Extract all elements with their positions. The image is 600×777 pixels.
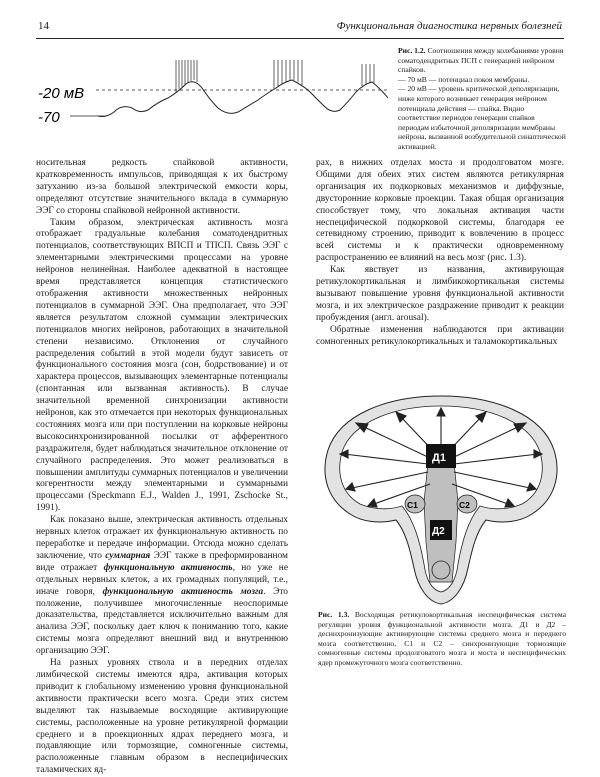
potential-curve xyxy=(98,80,388,117)
right-paragraph: Как явствует из названия, активирующая ретикулокортикальная и лимбикокортикальная системы вызывают повышение уровня функциональной активности мозга, и их электрическое раздражение приводит к реакции пробуждения (англ. arousal). xyxy=(316,265,564,323)
page-header xyxy=(36,18,564,39)
left-paragraph xyxy=(36,658,288,777)
left-paragraph xyxy=(36,218,288,516)
figure-1-3-caption-label: Рис. 1.3. xyxy=(318,610,350,619)
figure-1-3-brain-diagram xyxy=(318,392,564,607)
page-number: 14 xyxy=(38,20,49,32)
paragraph-text: Таким образом, электрическая активность мозга отображает градуальные колебания соматодендритных потенциалов, соответствующих ВПСП и ТПСП. Связь ЭЭГ с элементарными электрическими процессами на уровне нейронов нелинейная. Наиболее адекватной в настоящее время представляется концепция статистического отображения активности множественных нейронных потенциалов в суммарной ЭЭГ. Она предполагает, что ЭЭГ является результатом сложной суммации электрических потенциалов многих нейронов, работающих в значительной степени независимо. Отклонения от случайного распределения событий в этой модели будут зависеть от функционального состояния мозга (сон, бодрствование) и от характера процессов, вызывающих элементарные потенциалы (спонтанная или вызванная активность). В случае значительной временной синхронизации активности нейронов, как это отмечается при некоторых функциональных состояниях мозга или при поступлении на корковые нейроны высокосинхронизированной посылки от афферентного раздражителя, будет наблюдаться значительное отклонение от случайного распределения. Это может реализоваться в повышении амплитуды суммарных потенциалов и увеличении когерентности между элементарными и суммарными процессами (Speckmann E.J., Walden J., 1991, Zschocke St., 1991). xyxy=(36,217,288,514)
running-title: Функциональная диагностика нервных болезней xyxy=(336,20,562,32)
figure-1-3-caption xyxy=(318,610,566,668)
label-minus-20mv: -20 мВ xyxy=(38,85,85,102)
paragraph-text: На разных уровнях ствола и в передних отделах лимбической системы имеются ядра, активация которых приводит к глобальному изменению уровня функциональной активности практически всего мозга. Среди этих систем выделяют так называемые восходящие активирующие системы, расположенные на уровне ретикулярной формации среднего и в проекционных ядрах переднего мозга, и подавляющие или тормозящие, сомногенные системы, расположенные главным образом в неспецифических таламических яд- xyxy=(36,658,288,776)
emphasis-text: суммарная xyxy=(105,550,151,561)
figure-1-2-legend-1: — 70 мВ — потенциал покоя мембраны. xyxy=(398,74,530,84)
paragraph-text: , но уже не отдельных нервных клеток, а их громадных популяций, т.е., иначе говоря, xyxy=(36,562,288,597)
right-paragraph: рах, в нижних отделах моста и продолговатом мозге. Общими для обеих этих систем являются ретикулярная организация их подкорковых механизмов и диффузные, двусторонние корковые проекции. Такая общая организация способствует тому, что локальная активация части неспецифической подкорковой системы, благодаря ее сетевидному строению, приводит к вовлечению в процесс всей системы и к практически одновременному распространению ее влияний на весь мозг (рис. 1.3). xyxy=(316,158,564,264)
emphasis-text: функциональную активность мозга xyxy=(102,586,264,597)
figure-1-2-legend-2: — 20 мВ — уровень критической деполяризации, ниже которого возникает генерация нейроном потенциала действия — спайка. Видно соответствие периодов генерации спайков периодам избыточной деполяризации мембраны нейрона, вызванной возбудительной синаптической активацией. xyxy=(398,84,566,151)
figure-1-2-caption-label: Рис. 1.2. xyxy=(398,46,426,55)
paragraph-text: ЭЭГ также в преформированном виде отражает xyxy=(36,550,288,573)
figure-1-3-caption-text: Восходящая ретикулокортикальная неспецифическая система регуляции уровня функциональной активности мозга. Д1 и Д2 – десинхронизующие активирующие системы среднего мозга и переднего мозга соответственно, C1 и C2 – синхронизующие тормозящие сомногенные системы продолговатого мозга и моста и неспецифических ядер промежуточного мозга соответственно. xyxy=(318,610,566,667)
label-c2: C2 xyxy=(459,500,470,510)
spike-burst-2 xyxy=(274,60,302,89)
spike-burst-1 xyxy=(176,60,197,92)
left-text-column xyxy=(36,158,288,777)
figure-1-2-caption xyxy=(398,46,566,152)
figure-1-2-caption-text: Соотношения между колебаниями уровня соматодендритных ПСП с генерацией нейроном спайков. xyxy=(398,46,564,75)
left-paragraph xyxy=(36,158,288,218)
left-paragraph xyxy=(36,515,288,658)
label-minus-70: -70 xyxy=(38,109,60,126)
emphasis-text: функциональную активность xyxy=(103,562,233,573)
label-c1: C1 xyxy=(407,500,418,510)
label-d1: Д1 xyxy=(432,452,446,464)
paragraph-text: . Это положение, получившее многочисленные неоспоримые доказательства, представляется исключительно важным для анализа ЭЭГ, поскольку дает ключ к пониманию того, какие системы мозга определяют внешний вид и внутреннюю организацию ЭЭГ. xyxy=(36,586,288,657)
paragraph-text: носительная редкость спайковой активности, кратковременность импульсов, приводящая к их быстрому затуханию из-за большой электрической емкости коры, определяют отсутствие значительного вклада в суммарную ЭЭГ со стороны спайковой нейронной активности. xyxy=(36,158,288,216)
lower-c-node xyxy=(432,561,450,579)
figure-1-2-graph xyxy=(36,58,388,134)
right-paragraph: Обратные изменения наблюдаются при активации сомногенных ретикулокортикальных и таламокортикальных xyxy=(316,324,564,347)
paragraph-text: Как показано выше, электрическая активность отдельных нервных клеток отражает их функциональную активность по переработке и передаче информации. Отсюда можно сделать заключение, что xyxy=(36,515,288,561)
label-d2: Д2 xyxy=(432,526,445,537)
right-text-column xyxy=(316,158,564,349)
